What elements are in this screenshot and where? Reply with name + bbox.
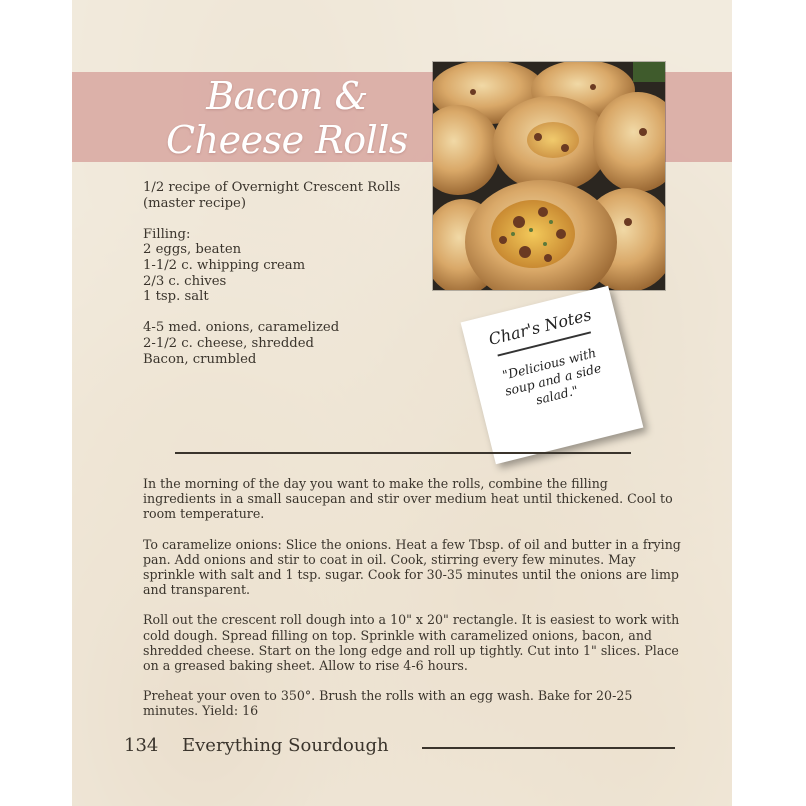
instruction-paragraph: Preheat your oven to 350°. Brush the rolls with an egg wash. Bake for 20-25 minutes. Yield: 16	[143, 688, 633, 719]
note-text: "Delicious with soup and a side salad."	[500, 344, 603, 408]
note-title: Char's Notes	[486, 305, 594, 349]
page-number: 134	[124, 735, 159, 756]
instruction-paragraph: To caramelize onions: Slice the onions. Heat a few Tbsp. of oil and butter in a frying pan. Add onions and stir to coat in oil. Cook, stirring every few minutes. May sprinkle with salt and 1 tsp. sugar. Cook for 30-35 minutes until the onions are limp and transparent.	[143, 536, 681, 598]
instruction-paragraph: Roll out the crescent roll dough into a 10" x 20" rectangle. It is easiest to work with cold dough. Spread filling on top. Sprinkle with caramelized onions, bacon, and shredded cheese. Start on the long edge and roll up tightly. Cut into 1" slices. Place on a greased baking sheet. Allow to rise 4-6 hours.	[143, 612, 680, 674]
book-title: Everything Sourdough	[182, 735, 389, 756]
section-divider	[175, 452, 631, 454]
recipe-title: Bacon & Cheese Rolls	[166, 74, 408, 162]
rolls-image	[433, 62, 665, 290]
instructions	[143, 476, 683, 734]
instruction-paragraph: In the morning of the day you want to make the rolls, combine the filling ingredients in a small saucepan and stir over medium heat until thickened. Cool to room temperature.	[143, 476, 673, 522]
recipe-page	[72, 0, 732, 806]
footer-rule	[422, 747, 675, 749]
ingredients-list: 1/2 recipe of Overnight Crescent Rolls (master recipe) Filling: 2 eggs, beaten 1-1/2 c. whipping cream 2/3 c. chives 1 tsp. salt 4-5 med. onions, caramelized 2-1/2 c. cheese, shredded Bacon, crumbled	[143, 180, 401, 367]
recipe-photo	[433, 62, 665, 290]
